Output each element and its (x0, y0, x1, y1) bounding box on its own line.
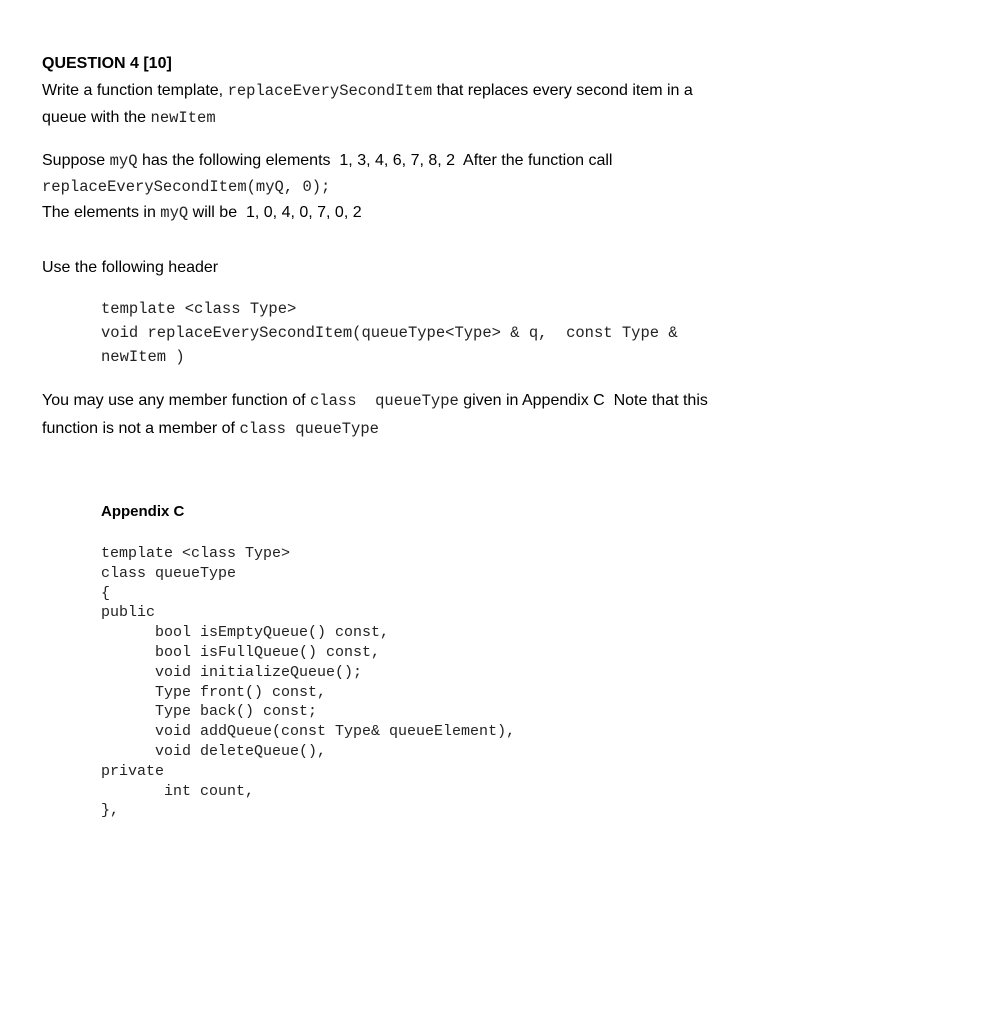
appendix-code-line: Type front() const, (101, 683, 327, 701)
example-text-c: The elements in (42, 204, 161, 221)
example-var-2: myQ (160, 204, 189, 222)
question-intro-line-1 (42, 81, 693, 101)
appendix-title: Appendix C (101, 503, 185, 520)
appendix-code-line: bool isFullQueue() const, (101, 643, 381, 661)
appendix-code-line: template <class Type> (101, 545, 291, 562)
header-code-line: template <class Type> (101, 300, 297, 318)
member-note-line-2 (42, 419, 379, 439)
member-note-code-2: class queueType (239, 420, 379, 438)
appendix-code-line: void deleteQueue(), (101, 742, 327, 760)
example-call: replaceEverySecondItem(myQ, 0); (42, 178, 331, 196)
example-line-3 (42, 203, 362, 223)
appendix-code-line: }, (101, 802, 120, 820)
member-note-line-1 (42, 391, 708, 411)
intro-text-a: Write a function template, (42, 82, 228, 99)
member-note-text-a: You may use any member function of (42, 392, 310, 409)
question-intro-line-2 (42, 108, 216, 128)
example-text-b: has the following elements 1, 3, 4, 6, 7, 8, 2 After the function call (137, 152, 613, 169)
example-text-d: will be 1, 0, 4, 0, 7, 0, 2 (188, 204, 362, 221)
appendix-code-line: Type back() const; (101, 703, 318, 721)
header-label: Use the following header (42, 259, 219, 276)
appendix-code-line: int count, (101, 782, 255, 800)
example-var-1: myQ (109, 152, 138, 170)
appendix-code-line: void addQueue(const Type& queueElement), (101, 723, 516, 741)
appendix-code-line: { (101, 584, 111, 602)
appendix-code-line: bool isEmptyQueue() const, (101, 624, 390, 642)
intro-text-b: that replaces every second item in a (432, 82, 693, 99)
question-title: QUESTION 4 [10] (42, 55, 172, 72)
member-note-text-c: function is not a member of (42, 420, 240, 437)
intro-function-name: replaceEverySecondItem (227, 82, 433, 100)
intro-text-c: queue with the (42, 109, 151, 126)
appendix-code-block (101, 544, 515, 821)
example-text-a: Suppose (42, 152, 110, 169)
member-note-code-1: class queueType (310, 392, 459, 410)
intro-newitem: newItem (150, 109, 216, 127)
member-note-text-b: given in Appendix C Note that this (458, 392, 708, 409)
header-code-line: void replaceEverySecondItem(queueType<Type> & q, const Type & (101, 324, 678, 342)
example-line-1 (42, 151, 612, 171)
appendix-code-line: class queueType (101, 564, 237, 582)
header-code-line: newItem ) (101, 348, 185, 366)
header-code-block (101, 297, 678, 369)
appendix-code-line: public (101, 604, 156, 622)
appendix-code-line: private (101, 762, 165, 780)
appendix-code-line: void initializeQueue(); (101, 663, 363, 681)
